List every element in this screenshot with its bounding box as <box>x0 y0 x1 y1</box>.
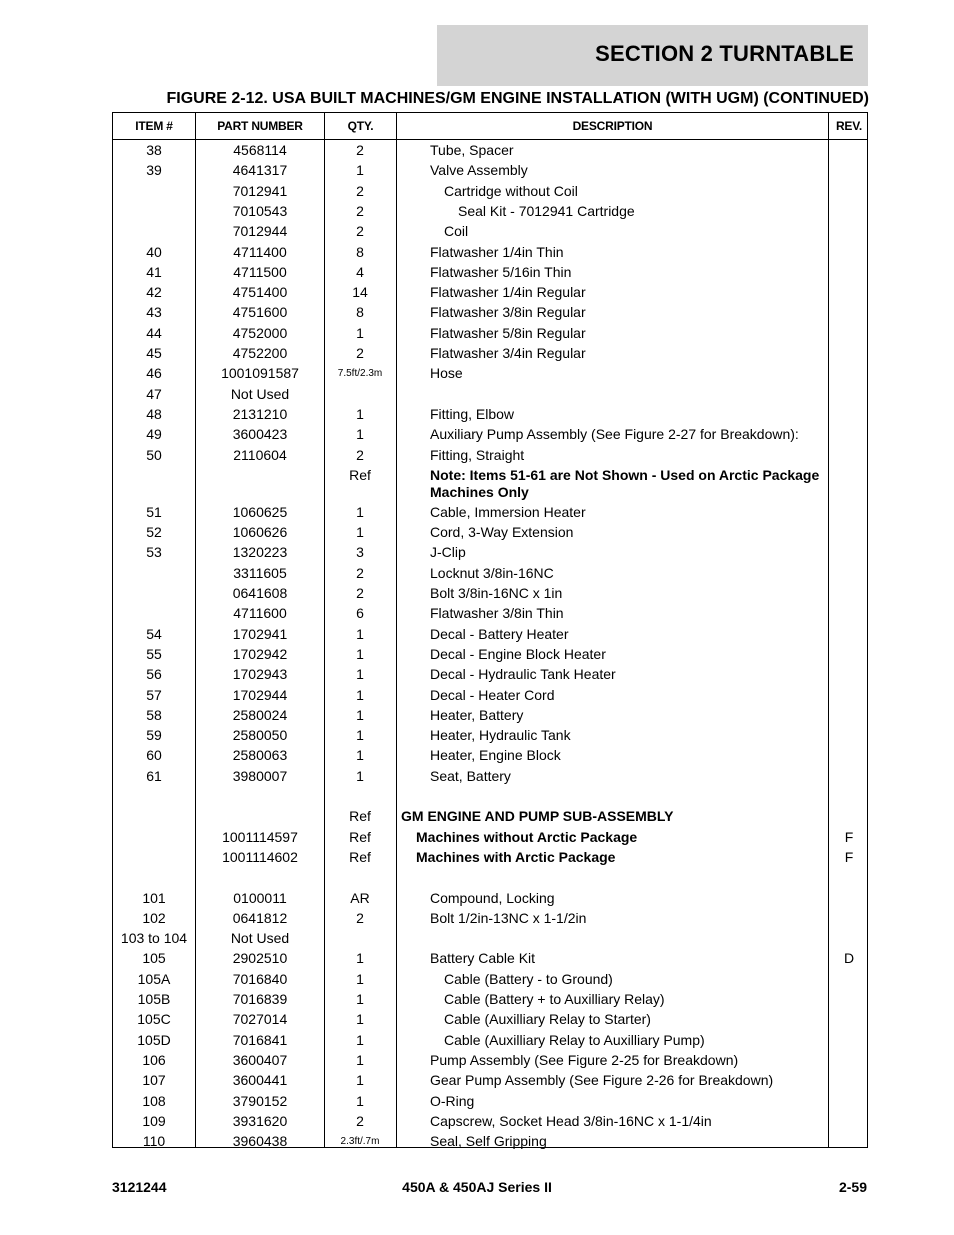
header-part-number: PART NUMBER <box>217 119 303 133</box>
header-item: ITEM # <box>135 119 173 133</box>
cell-description: Bolt 1/2in-13NC x 1-1/2in <box>430 909 587 926</box>
cell-item-number: 49 <box>146 426 162 443</box>
cell-item-number: 48 <box>146 405 162 422</box>
cell-item-number: 101 <box>142 889 166 906</box>
cell-item-number: 105 <box>142 950 166 967</box>
cell-item-number: 45 <box>146 345 162 361</box>
cell-part-number: 3600441 <box>232 1072 288 1089</box>
cell-part-number: 1702942 <box>232 645 288 662</box>
cell-part-number: 0641812 <box>232 909 288 926</box>
cell-part-number: 1320223 <box>232 544 288 561</box>
section-title: SECTION 2 TURNTABLE <box>595 41 854 66</box>
cell-description: Flatwasher 3/8in Regular <box>430 304 586 321</box>
cell-description: Note: Items 51-61 are Not Shown - Used on Arctic Package <box>430 466 820 483</box>
cell-description: Decal - Battery Heater <box>430 625 569 642</box>
header-description: DESCRIPTION <box>572 119 653 133</box>
cell-quantity: 1 <box>356 324 364 341</box>
cell-item-number: 105C <box>137 1011 171 1028</box>
cell-item-number: 106 <box>142 1051 166 1068</box>
cell-quantity: 1 <box>356 991 364 1007</box>
cell-part-number: 7010543 <box>232 202 288 219</box>
cell-part-number: 4711500 <box>233 263 287 280</box>
cell-description: O-Ring <box>430 1092 475 1109</box>
footer-page-number: 2-59 <box>838 1179 867 1195</box>
cell-item-number: 43 <box>146 304 162 321</box>
cell-quantity: 8 <box>356 243 364 260</box>
cell-quantity: 2 <box>356 909 364 926</box>
cell-item-number: 105D <box>137 1031 171 1048</box>
cell-item-number: 102 <box>142 909 166 926</box>
cell-part-number: 1060625 <box>232 503 288 520</box>
cell-description: Locknut 3/8in-16NC <box>430 564 554 581</box>
cell-quantity: 1 <box>356 405 364 422</box>
cell-part-number: 4751600 <box>232 304 288 321</box>
cell-description: Heater, Battery <box>430 706 524 723</box>
cell-item-number: 42 <box>146 284 162 301</box>
cell-description: Flatwasher 1/4in Thin <box>430 243 564 260</box>
cell-item-number: 53 <box>146 544 162 561</box>
cell-quantity: 8 <box>356 304 364 321</box>
cell-item-number: 105A <box>137 970 171 987</box>
cell-quantity: 1 <box>356 162 364 179</box>
cell-quantity: 1 <box>356 1031 364 1048</box>
cell-quantity: Ref <box>349 808 371 825</box>
cell-quantity: 1 <box>356 524 364 541</box>
cell-description: Seat, Battery <box>430 767 511 784</box>
cell-description: Flatwasher 5/8in Regular <box>430 324 586 341</box>
header-rev: REV. <box>835 119 863 133</box>
cell-item-number: 107 <box>142 1072 166 1089</box>
cell-description: Machines without Arctic Package <box>416 828 638 845</box>
cell-part-number: 1001091587 <box>221 365 299 382</box>
cell-item-number: 103 to 104 <box>120 930 188 947</box>
cell-part-number: 1001114597 <box>222 828 298 845</box>
cell-quantity: 3 <box>356 544 364 561</box>
cell-item-number: 58 <box>146 706 162 723</box>
cell-quantity: Ref <box>349 466 371 483</box>
cell-description: Cartridge without Coil <box>444 182 578 199</box>
cell-part-number: 4752000 <box>232 324 288 341</box>
cell-part-number: 4641317 <box>232 162 288 179</box>
cell-item-number: 46 <box>146 365 162 382</box>
cell-quantity: 1 <box>356 747 364 764</box>
cell-quantity: 1 <box>356 666 364 683</box>
cell-part-number: 7012944 <box>232 223 288 240</box>
cell-description: Auxiliary Pump Assembly (See Figure 2-27 for Breakdown): <box>430 426 799 443</box>
cell-quantity: 1 <box>356 503 364 520</box>
cell-quantity: 4 <box>356 263 364 280</box>
cell-quantity: 2 <box>356 446 364 463</box>
cell-quantity: 7.5ft/2.3m <box>337 368 383 380</box>
cell-part-number: 2131210 <box>232 405 288 422</box>
cell-part-number: 3311605 <box>233 564 287 581</box>
cell-description: Pump Assembly (See Figure 2-25 for Breakdown) <box>430 1051 739 1068</box>
cell-description: Tube, Spacer <box>430 142 514 158</box>
cell-part-number: 1060626 <box>232 524 288 541</box>
cell-description: J-Clip <box>430 544 466 561</box>
cell-item-number: 38 <box>146 142 162 158</box>
cell-description-continued: Machines Only <box>430 483 529 500</box>
cell-part-number: 3600407 <box>232 1051 288 1068</box>
cell-description: Heater, Hydraulic Tank <box>430 727 571 744</box>
cell-part-number: 1001114602 <box>222 848 298 865</box>
cell-item-number: 57 <box>146 686 162 703</box>
cell-part-number: 4751400 <box>232 284 288 301</box>
cell-description: Seal Kit - 7012941 Cartridge <box>458 202 635 219</box>
cell-item-number: 47 <box>146 385 162 402</box>
cell-quantity: 1 <box>356 625 364 642</box>
cell-part-number: 3600423 <box>232 426 288 443</box>
cell-part-number: 1702943 <box>232 666 288 683</box>
cell-part-number: 4711600 <box>233 605 287 622</box>
footer-model: 450A & 450AJ Series II <box>402 1179 552 1195</box>
cell-part-number: 7027014 <box>232 1011 288 1028</box>
cell-quantity: 6 <box>356 605 364 622</box>
cell-description: Flatwasher 3/8in Thin <box>430 605 564 622</box>
cell-quantity: 2 <box>356 142 364 158</box>
header-qty: QTY. <box>347 119 374 133</box>
cell-description: Fitting, Elbow <box>430 405 515 422</box>
cell-description: Cable (Battery + to Auxilliary Relay) <box>444 991 665 1007</box>
cell-description: Cable (Battery - to Ground) <box>444 970 613 987</box>
cell-description: Capscrew, Socket Head 3/8in-16NC x 1-1/4in <box>430 1112 712 1129</box>
cell-quantity: 1 <box>356 970 364 987</box>
figure-title: FIGURE 2-12. USA BUILT MACHINES/GM ENGINE INSTALLATION (WITH UGM) (CONTINUED) <box>166 90 869 107</box>
cell-part-number: 7016841 <box>232 1031 288 1048</box>
cell-item-number: 40 <box>146 243 162 260</box>
cell-quantity: 2.3ft/.7m <box>340 1136 380 1148</box>
cell-description: Decal - Engine Block Heater <box>430 645 606 662</box>
cell-part-number: 4568114 <box>233 142 287 158</box>
cell-quantity: Ref <box>349 848 371 865</box>
cell-part-number: 2580024 <box>232 706 288 723</box>
cell-part-number: 3980007 <box>232 767 288 784</box>
cell-quantity: 2 <box>356 1112 364 1129</box>
cell-description: Flatwasher 5/16in Thin <box>430 263 572 280</box>
cell-quantity: 1 <box>356 1072 364 1089</box>
cell-description: Fitting, Straight <box>430 446 525 463</box>
cell-description: Cord, 3-Way Extension <box>430 524 574 541</box>
cell-part-number: Not Used <box>230 385 290 402</box>
cell-part-number: 2110604 <box>233 446 287 463</box>
cell-part-number: 3790152 <box>232 1092 288 1109</box>
cell-quantity: 1 <box>356 767 364 784</box>
cell-quantity: 2 <box>356 202 364 219</box>
cell-quantity: 1 <box>356 686 364 703</box>
cell-quantity: 2 <box>356 182 364 199</box>
section-header <box>437 25 868 86</box>
cell-part-number: 7012941 <box>232 182 288 199</box>
cell-part-number: 2580050 <box>232 727 288 744</box>
cell-part-number: 7016839 <box>232 991 288 1007</box>
cell-part-number: 1702941 <box>232 625 288 642</box>
cell-part-number: 4711400 <box>233 243 287 260</box>
cell-item-number: 110 <box>142 1133 166 1150</box>
cell-item-number: 39 <box>146 162 162 179</box>
cell-quantity: 1 <box>356 1092 364 1109</box>
cell-quantity: 1 <box>356 645 364 662</box>
cell-item-number: 60 <box>146 747 162 764</box>
cell-item-number: 41 <box>146 263 162 280</box>
cell-part-number: 2902510 <box>232 950 288 967</box>
cell-quantity: 2 <box>356 585 364 601</box>
cell-description: Decal - Hydraulic Tank Heater <box>430 666 616 683</box>
cell-part-number: 0100011 <box>233 889 287 906</box>
cell-description: Cable (Auxilliary Relay to Starter) <box>444 1011 651 1028</box>
cell-quantity: Ref <box>349 828 371 845</box>
cell-quantity: 1 <box>356 950 364 967</box>
cell-part-number: 1702944 <box>232 686 288 703</box>
cell-description: Flatwasher 3/4in Regular <box>430 345 586 361</box>
cell-item-number: 54 <box>146 625 162 642</box>
cell-quantity: 2 <box>356 223 364 240</box>
cell-quantity: 2 <box>356 564 364 581</box>
cell-description: Decal - Heater Cord <box>430 686 555 703</box>
cell-quantity: 1 <box>356 727 364 744</box>
cell-quantity: 14 <box>352 284 368 301</box>
cell-item-number: 109 <box>142 1112 166 1129</box>
cell-item-number: 51 <box>146 503 162 520</box>
cell-description: Battery Cable Kit <box>430 950 536 967</box>
cell-quantity: AR <box>350 889 370 906</box>
cell-item-number: 105B <box>137 991 171 1007</box>
parts-table <box>112 112 868 1148</box>
cell-revision: D <box>843 950 855 967</box>
cell-item-number: 59 <box>146 727 162 744</box>
cell-part-number: 4752200 <box>232 345 288 361</box>
cell-description: Cable, Immersion Heater <box>430 503 586 520</box>
cell-description: Machines with Arctic Package <box>416 848 616 865</box>
footer-doc-number: 3121244 <box>112 1179 167 1195</box>
cell-item-number: 44 <box>146 324 162 341</box>
cell-description: Heater, Engine Block <box>430 747 561 764</box>
cell-revision: F <box>844 828 854 845</box>
cell-part-number: 7016840 <box>232 970 288 987</box>
cell-quantity: 1 <box>356 426 364 443</box>
cell-description: Cable (Auxilliary Relay to Auxilliary Pump) <box>444 1031 705 1048</box>
cell-item-number: 61 <box>146 767 162 784</box>
cell-description: Compound, Locking <box>430 889 555 906</box>
cell-quantity: 2 <box>356 345 364 361</box>
cell-quantity: 1 <box>356 1051 364 1068</box>
cell-description: Gear Pump Assembly (See Figure 2-26 for Breakdown) <box>430 1072 774 1089</box>
cell-item-number: 50 <box>146 446 162 463</box>
cell-part-number: 3931620 <box>232 1112 288 1129</box>
cell-revision: F <box>844 848 854 865</box>
cell-item-number: 55 <box>146 645 162 662</box>
cell-part-number: 2580063 <box>232 747 288 764</box>
cell-part-number: Not Used <box>230 930 290 947</box>
cell-description: Bolt 3/8in-16NC x 1in <box>430 585 563 601</box>
cell-description: Coil <box>444 223 469 240</box>
cell-quantity: 1 <box>356 706 364 723</box>
cell-item-number: 56 <box>146 666 162 683</box>
header-divider <box>113 139 867 140</box>
cell-part-number: 0641608 <box>232 585 288 601</box>
cell-item-number: 52 <box>146 524 162 541</box>
cell-description: Seal, Self Gripping <box>430 1133 547 1150</box>
cell-description: Hose <box>430 365 463 382</box>
cell-item-number: 108 <box>142 1092 166 1109</box>
cell-description: Valve Assembly <box>430 162 528 179</box>
cell-description: GM ENGINE AND PUMP SUB-ASSEMBLY <box>401 808 674 825</box>
cell-description: Flatwasher 1/4in Regular <box>430 284 586 301</box>
cell-quantity: 1 <box>356 1011 364 1028</box>
cell-part-number: 3960438 <box>232 1133 288 1150</box>
